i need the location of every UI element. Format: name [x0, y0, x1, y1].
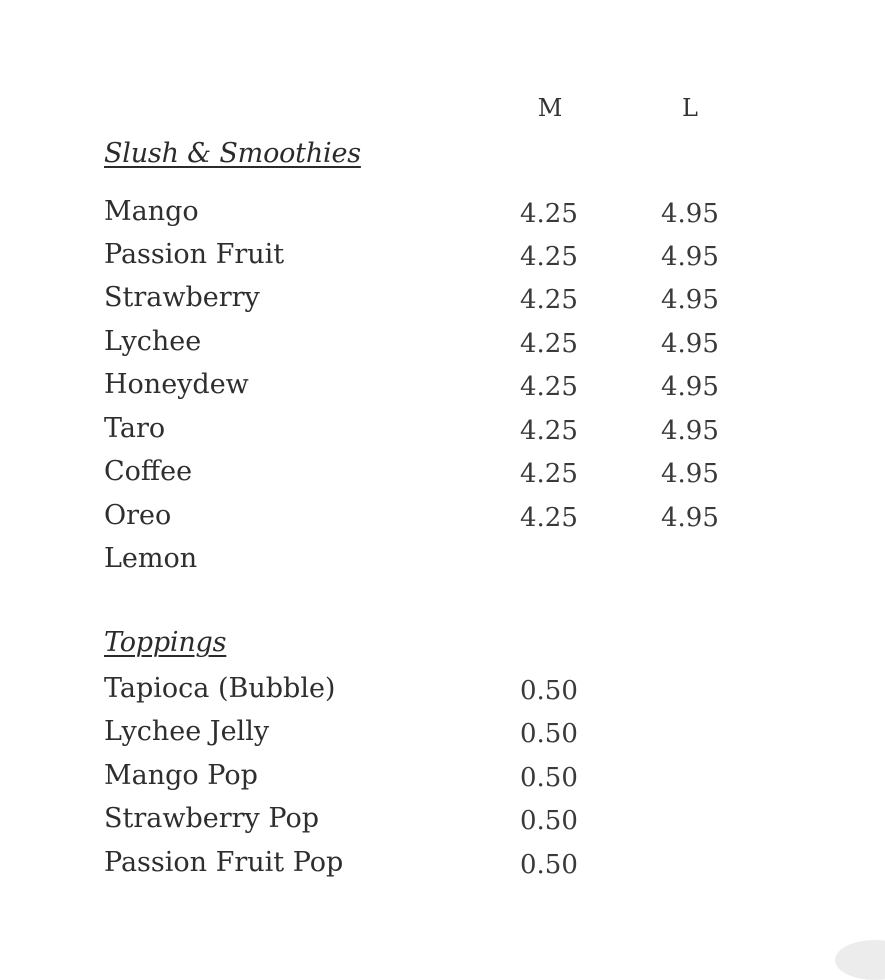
menu-row [104, 500, 784, 540]
menu-row [104, 543, 784, 583]
item-name: Strawberry Pop [104, 803, 319, 834]
item-name: Lychee Jelly [104, 716, 270, 747]
menu-row [104, 760, 784, 800]
price-large: 4.95 [661, 416, 719, 446]
price-large: 4.95 [661, 199, 719, 229]
price-medium: 0.50 [520, 763, 578, 793]
item-name: Passion Fruit Pop [104, 847, 344, 878]
menu-row [104, 413, 784, 453]
price-large: 4.95 [661, 242, 719, 272]
price-large: 4.95 [661, 285, 719, 315]
menu-row [104, 239, 784, 279]
item-name: Tapioca (Bubble) [104, 673, 336, 704]
price-medium: 4.25 [520, 372, 578, 402]
price-large: 4.95 [661, 372, 719, 402]
price-medium: 4.25 [520, 285, 578, 315]
price-medium: 4.25 [520, 242, 578, 272]
item-name: Passion Fruit [104, 239, 285, 270]
item-name: Taro [104, 413, 166, 444]
price-large: 4.95 [661, 459, 719, 489]
price-large: 4.95 [661, 329, 719, 359]
item-name: Mango Pop [104, 760, 258, 791]
corner-smudge [835, 940, 885, 980]
price-medium: 0.50 [520, 676, 578, 706]
price-medium: 4.25 [520, 416, 578, 446]
section-title-toppings: Toppings [104, 627, 227, 658]
section-title-slush: Slush & Smoothies [104, 138, 361, 169]
item-name: Strawberry [104, 282, 260, 313]
item-name: Honeydew [104, 369, 249, 400]
menu-row [104, 282, 784, 322]
price-large: 4.95 [661, 503, 719, 533]
item-name: Coffee [104, 456, 193, 487]
price-medium: 4.25 [520, 329, 578, 359]
menu-row [104, 673, 784, 713]
column-header-large: L [682, 94, 698, 122]
price-medium: 0.50 [520, 719, 578, 749]
price-medium: 0.50 [520, 850, 578, 880]
price-medium: 4.25 [520, 459, 578, 489]
item-name: Lemon [104, 543, 198, 574]
menu-row [104, 369, 784, 409]
menu-row [104, 456, 784, 496]
item-name: Mango [104, 196, 199, 227]
menu-row [104, 326, 784, 366]
menu-row [104, 847, 784, 887]
item-name: Oreo [104, 500, 172, 531]
price-medium: 4.25 [520, 503, 578, 533]
item-name: Lychee [104, 326, 202, 357]
price-medium: 4.25 [520, 199, 578, 229]
price-medium: 0.50 [520, 806, 578, 836]
menu-row [104, 196, 784, 236]
column-header-medium: M [537, 94, 563, 122]
menu-row [104, 716, 784, 756]
menu-row [104, 803, 784, 843]
